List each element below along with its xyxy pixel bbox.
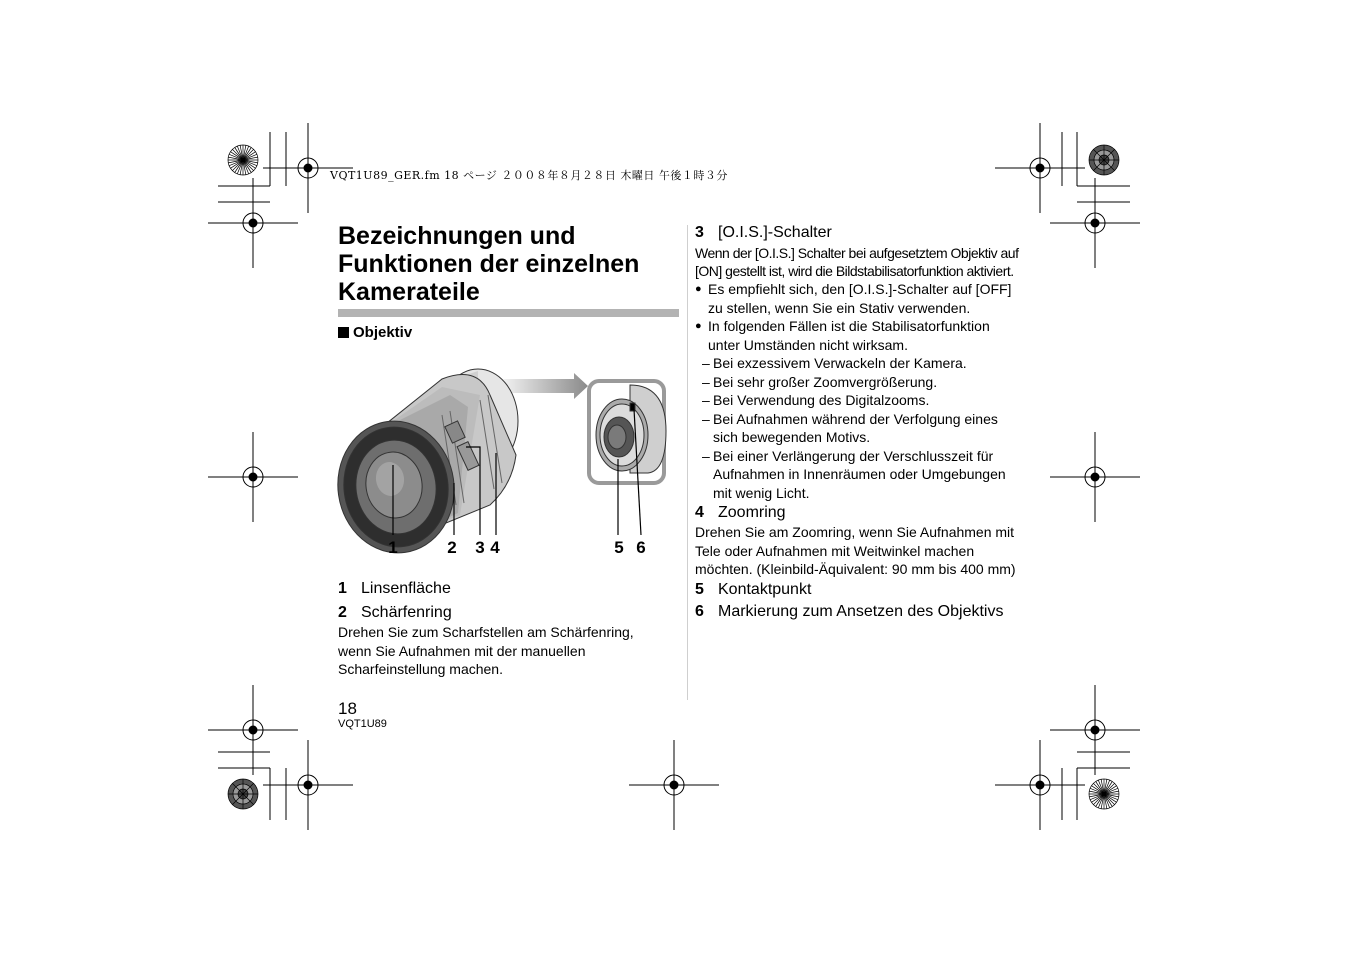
item-3-description: Wenn der [O.I.S.] Schalter bei aufgesetztem Objektiv auf [ON] gestellt ist, wird die Bildstabilisatorfunktion aktiviert.	[695, 245, 1019, 279]
model-code: VQT1U89	[338, 718, 387, 730]
item-1-lens-surface	[338, 580, 451, 598]
item-4-description: Drehen Sie am Zoomring, wenn Sie Aufnahmen mit Tele oder Aufnahmen mit Weitwinkel machen möchten. (Kleinbild-Äquivalent: 90 mm bis 400 mm)	[695, 524, 1016, 577]
item-3-ois-switch	[695, 224, 832, 242]
item-label: Zoomring	[718, 504, 786, 521]
list-item: – Bei Verwendung des Digitalzooms.	[695, 391, 1045, 410]
square-bullet-icon	[338, 327, 349, 338]
item-number: 6	[695, 603, 704, 620]
title-underline-bar	[338, 309, 679, 317]
page-number: 18	[338, 699, 357, 718]
page-title: Bezeichnungen und Funktionen der einzelnen Kamerateile	[338, 222, 640, 306]
callout-1: 1	[388, 538, 398, 557]
lens-rear-view	[589, 381, 666, 483]
list-item: ● In folgenden Fällen ist die Stabilisatorfunktion unter Umständen nicht wirksam.	[695, 317, 1045, 354]
callout-3: 3	[475, 538, 485, 557]
column-divider	[687, 225, 688, 700]
callout-5: 5	[614, 538, 624, 557]
lens-body	[330, 369, 518, 560]
callout-4: 4	[490, 538, 500, 557]
item-3-notes-list	[695, 280, 1045, 502]
item-2-description: Drehen Sie zum Scharfstellen am Schärfenring, wenn Sie Aufnahmen mit der manuellen Scharfeinstellung machen.	[338, 624, 634, 677]
item-number: 2	[338, 604, 347, 621]
section-heading-objektiv	[338, 324, 412, 341]
item-number: 3	[695, 224, 704, 241]
callout-6: 6	[636, 538, 646, 557]
list-item: – Bei exzessivem Verwackeln der Kamera.	[695, 354, 1045, 373]
section-heading-label: Objektiv	[353, 324, 413, 341]
item-number: 4	[695, 504, 704, 521]
item-4-zoom-ring	[695, 504, 786, 522]
item-5-contact-point	[695, 581, 811, 599]
list-item: ● Es empfiehlt sich, den [O.I.S.]-Schalter auf [OFF] zu stellen, wenn Sie ein Stativ verwenden.	[695, 280, 1045, 317]
item-2-focus-ring	[338, 604, 452, 622]
item-label: Markierung zum Ansetzen des Objektivs	[718, 603, 1004, 620]
item-label: Linsenfläche	[361, 580, 451, 597]
item-number: 1	[338, 580, 347, 597]
list-item: – Bei sehr großer Zoomvergrößerung.	[695, 373, 1045, 392]
item-6-mount-mark	[695, 603, 1003, 621]
list-item: – Bei Aufnahmen während der Verfolgung eines sich bewegenden Motivs.	[695, 410, 1045, 447]
callout-2: 2	[447, 538, 457, 557]
print-info-header: VQT1U89_GER.fm 18 ページ ２００８年８月２８日 木曜日 午後１時３分	[330, 169, 728, 182]
lens-illustration	[330, 355, 675, 565]
list-item: – Bei einer Verlängerung der Verschlusszeit für Aufnahmen in Innenräumen oder Umgebungen mit wenig Licht.	[695, 447, 1045, 503]
item-label: Schärfenring	[361, 604, 452, 621]
item-label: [O.I.S.]-Schalter	[718, 224, 832, 241]
item-label: Kontaktpunkt	[718, 581, 812, 598]
item-number: 5	[695, 581, 704, 598]
